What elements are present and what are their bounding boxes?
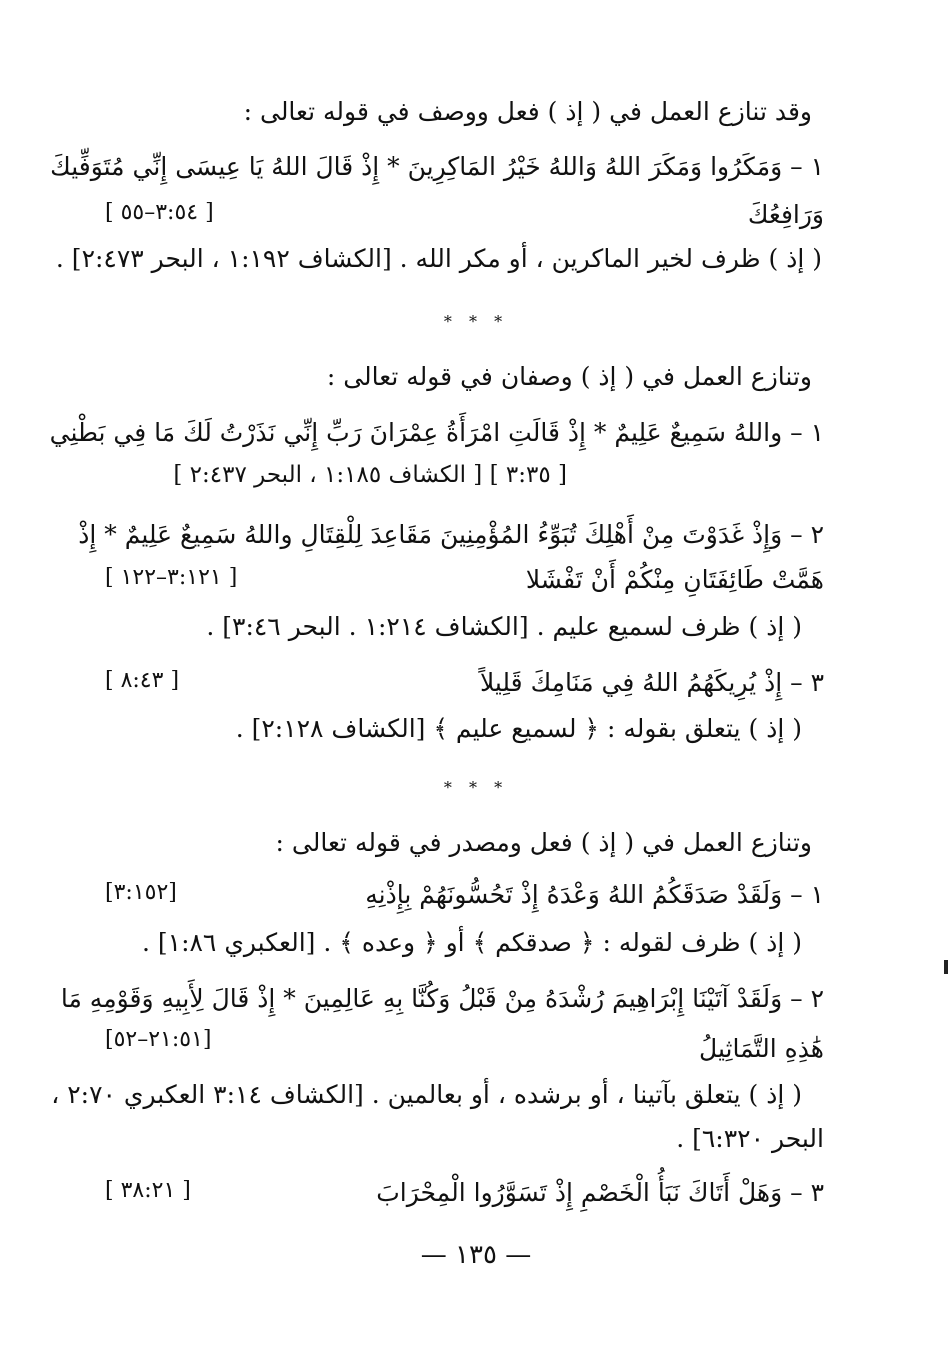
commentary-line: ( إذ ) ظرف لقوله : ﴿ صدقكم ﴾ أو ﴿ وعده ﴾ . [العكبري ١:٨٦] . (142, 928, 802, 957)
verse-reference: [ ٣:١٢١–١٢٢ ] (105, 565, 238, 590)
verse-reference: [ ٣٨:٢١ ] (105, 1178, 191, 1203)
commentary-line: ( إذ ) يتعلق بقوله : ﴿ لسميع عليم ﴾ [الكشاف ٢:١٢٨] . (235, 714, 802, 743)
verse-line: ١ – واللهُ سَمِيعٌ عَلِيمٌ * إِذْ قَالَتِ امْرَأَةُ عِمْرَانَ رَبِّ إِنِّي نَذَرْتُ لَكَ مَا فِي بَطْنِي (49, 418, 824, 447)
verse-line: ١ – وَمَكَرُوا وَمَكَرَ اللهُ وَاللهُ خَيْرُ المَاكِرِينَ * إِذْ قَالَ اللهُ يَا عِيسَى إِنِّي مُتَوَفِّيكَ (50, 152, 824, 181)
section-separator: * * * (443, 312, 509, 331)
page-number: — ١٣٥ — (420, 1240, 532, 1270)
verse-reference: [٣:١٥٢] (105, 880, 177, 905)
section-intro: وتنازع العمل في ( إذ ) وصفان في قوله تعالى : (326, 362, 812, 391)
verse-reference: [ ٣:٣٥ ] [ الكشاف ١:١٨٥ ، البحر ٢:٤٣٧ ] (173, 462, 567, 488)
verse-reference: [ ٨:٤٣ ] (105, 668, 180, 693)
verse-line: ٣ – إِذْ يُرِيكَهُمُ اللهُ فِي مَنَامِكَ قَلِيلاً (479, 668, 824, 697)
verse-line: هَمَّتْ طَائِفَتَانِ مِنْكُمْ أَنْ تَفْشَلا (525, 565, 824, 594)
section-intro: وتنازع العمل في ( إذ ) فعل ومصدر في قوله تعالى : (275, 828, 812, 857)
section-separator: * * * (443, 778, 509, 797)
commentary-line: البحر ٦:٣٢٠] . (676, 1124, 824, 1153)
verse-line: ٢ – وَلَقَدْ آتَيْنَا إِبْرَاهِيمَ رُشْدَهُ مِنْ قَبْلُ وَكُنَّا بِهِ عَالِمِينَ * إِذْ قَالَ لِأَبِيهِ وَقَوْمِهِ مَا (60, 984, 824, 1013)
commentary-line: ( إذ ) ظرف لسميع عليم . [الكشاف ١:٢١٤ . البحر ٣:٤٦] . (206, 612, 802, 641)
scan-edge-mark (944, 960, 948, 974)
verse-reference: [٢١:٥١–٥٢] (105, 1027, 212, 1052)
verse-line: ٢ – وَإِذْ غَدَوْتَ مِنْ أَهْلِكَ تُبَوِّءُ المُؤْمِنِينَ مَقَاعِدَ لِلْقِتَالِ واللهُ سَمِيعٌ عَلِيمٌ * إِذْ (78, 520, 824, 549)
section-intro: وقد تنازع العمل في ( إذ ) فعل ووصف في قوله تعالى : (243, 97, 812, 126)
verse-line: ٣ – وَهَلْ أَتَاكَ نَبَأُ الْخَصْمِ إِذْ تَسَوَّرُوا الْمِحْرَابَ (376, 1178, 824, 1207)
commentary-line: ( إذ ) ظرف لخير الماكرين ، أو مكر الله . [الكشاف ١:١٩٢ ، البحر ٢:٤٧٣] . (55, 244, 822, 273)
verse-line: هَٰذِهِ التَّمَاثِيلُ (699, 1034, 824, 1063)
verse-line: وَرَافِعُكَ (747, 200, 824, 229)
verse-reference: [ ٣:٥٤–٥٥ ] (105, 200, 214, 225)
verse-line: ١ – وَلَقَدْ صَدَقَكُمُ اللهُ وَعْدَهُ إِذْ تَحُسُّونَهُمْ بِإِذْنِهِ (365, 880, 824, 909)
commentary-line: ( إذ ) يتعلق بآتينا ، أو برشده ، أو بعالمين . [الكشاف ٣:١٤ العكبري ٢:٧٠ ، (51, 1080, 802, 1109)
